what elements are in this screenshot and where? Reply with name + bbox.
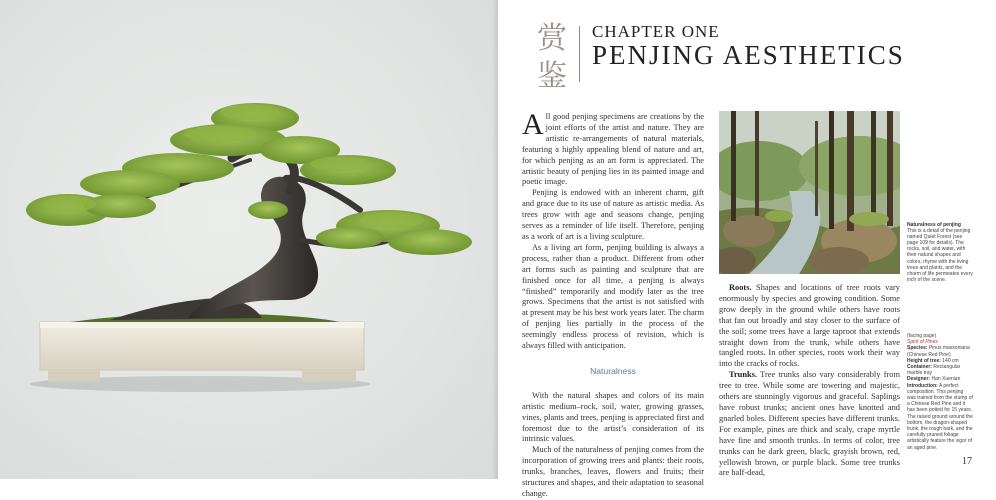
title-glyph: 鉴 — [537, 59, 567, 94]
body-paragraph: Much of the naturalness of penjing comes from the incorporation of growing trees and plants: their roots, trunks, branches, leaves, flowers and fruits; their structures and shapes, and their adaptation to seasonal change. — [522, 445, 704, 498]
text-column-right — [719, 283, 900, 479]
page-number: 17 — [962, 456, 972, 467]
forest-scene-image — [719, 111, 900, 274]
bonsai-pine-image — [0, 0, 498, 479]
designer-value: Han Xuenian — [931, 376, 961, 383]
title-glyph: 赏 — [537, 21, 567, 56]
chapter-title: PENJING AESTHETICS — [592, 40, 905, 70]
pine-foliage — [26, 103, 472, 255]
intro-paragraph: All good penjing specimens are creations by the joint efforts of the artist and nature. They are artistic re-arrangements of natural materials, featuring a highly appealing blend of nature and art, for which penjing as an art form is appreciated. The artistic beauty of penjing lies in its painted image and poetic image. — [522, 108, 704, 187]
roots-heading: Roots. — [729, 283, 752, 292]
container-label: Container: — [907, 364, 932, 371]
introduction-value: A perfect composition. This penjing was trained from the stump of a Chinese Red Pine and it has been potted for 15 years. The raised ground around the bottom, the dragon-shaped trunk, the rough bark, and the carefully pruned foliage artistically feature the vigor of an aged pine. — [907, 382, 973, 451]
facing-page-caption — [907, 333, 973, 451]
height-label: Height of tree: — [907, 357, 941, 364]
roots-paragraph: Roots. Shapes and locations of tree roots vary enormously by species and growing condition. Some grow deeply in the ground while others have roots that fan out broadly and stay closer to the surface of the soil; some trees have a large taproot that extends straight down from the trunk, while others have tangled roots. In other species, roots work their way into the cracks of rocks. — [719, 283, 900, 369]
body-paragraph: Penjing is endowed with an inherent charm, gift and grace due to its use of nature as artistic media. As trees grow with age and seasons change, penjing serves as a reminder of life itself. Therefore, penjing as a work of art is a living sculpture. — [522, 188, 704, 241]
container-value: Rectangular marble tray — [907, 364, 961, 377]
chinese-title — [534, 20, 570, 96]
caption-text: This is a detail of the penjing named Quiet Forest (see page 109 for details). The rocks, soil, and water, with their natural shapes and colors, rhyme with the living trees and plants, and the charm of life permeates every inch of the scene. — [907, 228, 973, 283]
species-label: Species: — [907, 345, 928, 352]
body-paragraph: As a living art form, penjing building is always a process, rather than a product. Different from other art forms such as painting and sculpture that are finished once for all time, a penjing is always “finished” temporarily and modify later as the tree grows. Specimens that the artist is not satisfied with at present may be his best work years later. The charm of penjing lies partially in the process of the seemingly endless process of revision, which is always filled with anticipation. — [522, 242, 704, 351]
section-heading-naturalness: Naturalness — [590, 365, 636, 376]
photo-caption — [907, 222, 973, 283]
bonsai-trunk — [188, 177, 318, 318]
designer-label: Designer: — [907, 376, 931, 383]
forest-penjing-photo — [719, 111, 900, 274]
dropcap: A — [522, 108, 544, 141]
specimen-name: Spirit of Pines — [907, 339, 938, 346]
introduction-label: Introduction: — [907, 382, 938, 389]
text-column-left — [522, 108, 704, 500]
height-value: 140 cm — [942, 357, 959, 364]
trunks-paragraph: Trunks. Tree trunks also vary considerably from tree to tree. While some are towering and majestic, others are stunningly vigorous and graceful. Saplings have robust trunks; ancient ones have knotted and gnarled boles. Different species have different trunks. For example, pines are thick and scaly, crape myrtle have fine and smooth trunks. In terms of color, tree trunks can be dark green, black, grayish brown, red, yellowish brown, or purple black. Some tree trunks are half-dead, — [719, 370, 900, 478]
marble-tray — [40, 322, 364, 370]
left-page-photo — [0, 0, 498, 479]
body-paragraph: With the natural shapes and colors of its main artistic medium–rock, soil, water, growing grasses, vines, plants and trees, penjing is appreciated first and foremost due to the artist’s consideration of its intrinsic values. — [522, 390, 704, 444]
caption-title: Naturalness of penjing — [907, 222, 961, 228]
title-divider — [579, 26, 580, 82]
facing-label: (facing page) — [907, 333, 937, 339]
trunks-heading: Trunks. — [729, 370, 758, 380]
chapter-label: CHAPTER ONE — [592, 22, 720, 41]
species-value: Pinus massoniana (Chinese Red Pine) — [907, 345, 970, 358]
